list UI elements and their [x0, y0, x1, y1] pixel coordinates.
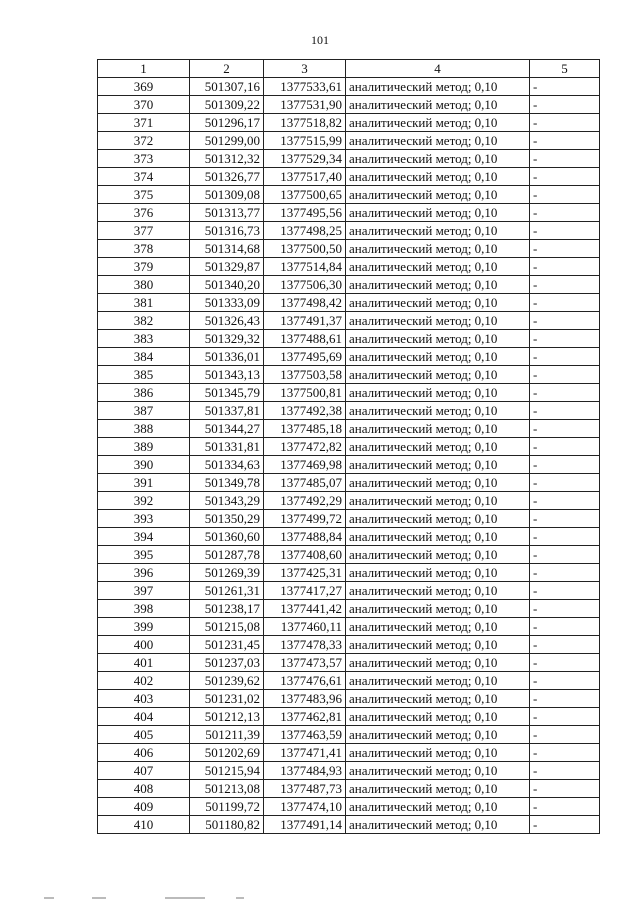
- table-cell-col-5: -: [530, 600, 600, 618]
- header-cell-3: 3: [264, 60, 346, 78]
- table-cell-col-1: 390: [98, 456, 190, 474]
- table-row: [98, 600, 600, 618]
- table-cell-col-2: 501343,13: [190, 366, 264, 384]
- table-cell-col-1: 395: [98, 546, 190, 564]
- table-row: [98, 492, 600, 510]
- table-cell-col-4: аналитический метод; 0,10: [346, 366, 530, 384]
- table-cell-col-3: 1377498,25: [264, 222, 346, 240]
- table-cell-col-5: -: [530, 528, 600, 546]
- table-cell-col-3: 1377518,82: [264, 114, 346, 132]
- table-cell-col-4: аналитический метод; 0,10: [346, 474, 530, 492]
- table-cell-col-2: 501299,00: [190, 132, 264, 150]
- table-cell-col-1: 370: [98, 96, 190, 114]
- table-cell-col-4: аналитический метод; 0,10: [346, 600, 530, 618]
- table-cell-col-3: 1377425,31: [264, 564, 346, 582]
- table-row: [98, 96, 600, 114]
- table-cell-col-1: 371: [98, 114, 190, 132]
- table-cell-col-1: 374: [98, 168, 190, 186]
- table-cell-col-5: -: [530, 366, 600, 384]
- table-cell-col-1: 396: [98, 564, 190, 582]
- table-cell-col-1: 407: [98, 762, 190, 780]
- header-cell-4: 4: [346, 60, 530, 78]
- table-cell-col-2: 501331,81: [190, 438, 264, 456]
- table-cell-col-2: 501344,27: [190, 420, 264, 438]
- table-cell-col-1: 388: [98, 420, 190, 438]
- scan-artifact: [165, 897, 205, 899]
- table-cell-col-5: -: [530, 330, 600, 348]
- table-row: [98, 780, 600, 798]
- table-cell-col-5: -: [530, 510, 600, 528]
- table-cell-col-4: аналитический метод; 0,10: [346, 132, 530, 150]
- table-cell-col-1: 406: [98, 744, 190, 762]
- table-cell-col-2: 501349,78: [190, 474, 264, 492]
- table-cell-col-2: 501211,39: [190, 726, 264, 744]
- table-cell-col-5: -: [530, 546, 600, 564]
- table-cell-col-4: аналитический метод; 0,10: [346, 492, 530, 510]
- table-cell-col-1: 375: [98, 186, 190, 204]
- table-cell-col-3: 1377515,99: [264, 132, 346, 150]
- table-row: [98, 618, 600, 636]
- table-cell-col-4: аналитический метод; 0,10: [346, 816, 530, 834]
- table-cell-col-3: 1377506,30: [264, 276, 346, 294]
- table-cell-col-4: аналитический метод; 0,10: [346, 564, 530, 582]
- table-cell-col-3: 1377529,34: [264, 150, 346, 168]
- table-cell-col-1: 377: [98, 222, 190, 240]
- table-cell-col-1: 385: [98, 366, 190, 384]
- table-cell-col-3: 1377491,37: [264, 312, 346, 330]
- table-cell-col-3: 1377500,81: [264, 384, 346, 402]
- table-cell-col-1: 380: [98, 276, 190, 294]
- table-cell-col-2: 501326,77: [190, 168, 264, 186]
- table-cell-col-3: 1377483,96: [264, 690, 346, 708]
- table-cell-col-2: 501212,13: [190, 708, 264, 726]
- table-cell-col-5: -: [530, 168, 600, 186]
- table-cell-col-2: 501287,78: [190, 546, 264, 564]
- table-cell-col-1: 405: [98, 726, 190, 744]
- table-cell-col-3: 1377517,40: [264, 168, 346, 186]
- table-row: [98, 312, 600, 330]
- table-cell-col-1: 383: [98, 330, 190, 348]
- table-cell-col-4: аналитический метод; 0,10: [346, 744, 530, 762]
- table-cell-col-5: -: [530, 204, 600, 222]
- table-cell-col-2: 501309,22: [190, 96, 264, 114]
- table-row: [98, 258, 600, 276]
- table-cell-col-4: аналитический метод; 0,10: [346, 582, 530, 600]
- table-cell-col-5: -: [530, 636, 600, 654]
- table-cell-col-4: аналитический метод; 0,10: [346, 78, 530, 96]
- table-cell-col-4: аналитический метод; 0,10: [346, 348, 530, 366]
- table-cell-col-4: аналитический метод; 0,10: [346, 528, 530, 546]
- table-cell-col-2: 501334,63: [190, 456, 264, 474]
- table-cell-col-1: 394: [98, 528, 190, 546]
- table-cell-col-3: 1377485,07: [264, 474, 346, 492]
- table-cell-col-5: -: [530, 438, 600, 456]
- table-row: [98, 186, 600, 204]
- table-cell-col-3: 1377488,84: [264, 528, 346, 546]
- table-row: [98, 78, 600, 96]
- page-number: 101: [311, 33, 329, 47]
- table-row: [98, 294, 600, 312]
- table-cell-col-5: -: [530, 150, 600, 168]
- table-cell-col-3: 1377408,60: [264, 546, 346, 564]
- table-cell-col-2: 501215,08: [190, 618, 264, 636]
- table-cell-col-3: 1377503,58: [264, 366, 346, 384]
- table-cell-col-1: 393: [98, 510, 190, 528]
- table-row: [98, 816, 600, 834]
- table-cell-col-5: -: [530, 780, 600, 798]
- table-row: [98, 222, 600, 240]
- table-cell-col-2: 501350,29: [190, 510, 264, 528]
- table-cell-col-2: 501231,02: [190, 690, 264, 708]
- table-row: [98, 132, 600, 150]
- table-cell-col-2: 501314,68: [190, 240, 264, 258]
- table-row: [98, 168, 600, 186]
- table-cell-col-3: 1377498,42: [264, 294, 346, 312]
- table-cell-col-5: -: [530, 798, 600, 816]
- table-cell-col-3: 1377488,61: [264, 330, 346, 348]
- table-cell-col-4: аналитический метод; 0,10: [346, 780, 530, 798]
- table-cell-col-2: 501261,31: [190, 582, 264, 600]
- table-row: [98, 762, 600, 780]
- table-cell-col-5: -: [530, 402, 600, 420]
- table-row: [98, 708, 600, 726]
- table-cell-col-2: 501343,29: [190, 492, 264, 510]
- table-cell-col-4: аналитический метод; 0,10: [346, 672, 530, 690]
- table-cell-col-3: 1377500,50: [264, 240, 346, 258]
- table-row: [98, 402, 600, 420]
- table-cell-col-1: 389: [98, 438, 190, 456]
- table-cell-col-1: 402: [98, 672, 190, 690]
- table-cell-col-3: 1377476,61: [264, 672, 346, 690]
- table-cell-col-5: -: [530, 96, 600, 114]
- table-cell-col-2: 501329,87: [190, 258, 264, 276]
- table-cell-col-2: 501239,62: [190, 672, 264, 690]
- table-cell-col-5: -: [530, 186, 600, 204]
- table-cell-col-3: 1377491,14: [264, 816, 346, 834]
- table-cell-col-1: 382: [98, 312, 190, 330]
- table-row: [98, 726, 600, 744]
- table-cell-col-2: 501180,82: [190, 816, 264, 834]
- table-header: [98, 60, 600, 78]
- table-cell-col-5: -: [530, 492, 600, 510]
- header-cell-1: 1: [98, 60, 190, 78]
- table-cell-col-1: 408: [98, 780, 190, 798]
- table-cell-col-5: -: [530, 240, 600, 258]
- table-cell-col-5: -: [530, 78, 600, 96]
- table-cell-col-1: 403: [98, 690, 190, 708]
- table-cell-col-2: 501309,08: [190, 186, 264, 204]
- table-row: [98, 474, 600, 492]
- table-cell-col-3: 1377499,72: [264, 510, 346, 528]
- table-row: [98, 528, 600, 546]
- table-cell-col-5: -: [530, 222, 600, 240]
- table-cell-col-1: 379: [98, 258, 190, 276]
- table-cell-col-3: 1377492,29: [264, 492, 346, 510]
- table-cell-col-5: -: [530, 312, 600, 330]
- header-cell-2: 2: [190, 60, 264, 78]
- table-cell-col-3: 1377473,57: [264, 654, 346, 672]
- table-row: [98, 204, 600, 222]
- table-cell-col-1: 401: [98, 654, 190, 672]
- table-row: [98, 546, 600, 564]
- table-cell-col-3: 1377492,38: [264, 402, 346, 420]
- table-cell-col-2: 501345,79: [190, 384, 264, 402]
- table-cell-col-5: -: [530, 744, 600, 762]
- table-body: [98, 78, 600, 834]
- table-cell-col-4: аналитический метод; 0,10: [346, 150, 530, 168]
- table-cell-col-3: 1377472,82: [264, 438, 346, 456]
- table-cell-col-1: 410: [98, 816, 190, 834]
- table-cell-col-3: 1377484,93: [264, 762, 346, 780]
- table-cell-col-3: 1377531,90: [264, 96, 346, 114]
- table-row: [98, 276, 600, 294]
- table-cell-col-5: -: [530, 618, 600, 636]
- table-cell-col-5: -: [530, 456, 600, 474]
- table-cell-col-3: 1377462,81: [264, 708, 346, 726]
- table-cell-col-4: аналитический метод; 0,10: [346, 654, 530, 672]
- scan-artifact: [236, 897, 244, 899]
- table-cell-col-5: -: [530, 258, 600, 276]
- table-row: [98, 384, 600, 402]
- table-row: [98, 798, 600, 816]
- table-cell-col-4: аналитический метод; 0,10: [346, 690, 530, 708]
- table-cell-col-3: 1377460,11: [264, 618, 346, 636]
- table-cell-col-3: 1377495,69: [264, 348, 346, 366]
- table-cell-col-4: аналитический метод; 0,10: [346, 240, 530, 258]
- table-cell-col-4: аналитический метод; 0,10: [346, 114, 530, 132]
- table-row: [98, 582, 600, 600]
- table-cell-col-4: аналитический метод; 0,10: [346, 312, 530, 330]
- table-cell-col-2: 501360,60: [190, 528, 264, 546]
- table-cell-col-1: 373: [98, 150, 190, 168]
- table-cell-col-4: аналитический метод; 0,10: [346, 546, 530, 564]
- table-cell-col-4: аналитический метод; 0,10: [346, 798, 530, 816]
- table-cell-col-4: аналитический метод; 0,10: [346, 384, 530, 402]
- table-cell-col-5: -: [530, 708, 600, 726]
- table-cell-col-1: 381: [98, 294, 190, 312]
- table-cell-col-2: 501296,17: [190, 114, 264, 132]
- scan-artifact: [92, 897, 106, 899]
- table-cell-col-4: аналитический метод; 0,10: [346, 276, 530, 294]
- header-row: [98, 60, 600, 78]
- table-cell-col-4: аналитический метод; 0,10: [346, 294, 530, 312]
- table-cell-col-2: 501215,94: [190, 762, 264, 780]
- table-cell-col-5: -: [530, 690, 600, 708]
- table-row: [98, 330, 600, 348]
- table-cell-col-4: аналитический метод; 0,10: [346, 438, 530, 456]
- table-cell-col-1: 369: [98, 78, 190, 96]
- table-cell-col-5: -: [530, 348, 600, 366]
- table-cell-col-4: аналитический метод; 0,10: [346, 186, 530, 204]
- table-cell-col-4: аналитический метод; 0,10: [346, 96, 530, 114]
- table-row: [98, 744, 600, 762]
- table-cell-col-3: 1377474,10: [264, 798, 346, 816]
- table-cell-col-2: 501213,08: [190, 780, 264, 798]
- table-cell-col-1: 409: [98, 798, 190, 816]
- table-cell-col-2: 501336,01: [190, 348, 264, 366]
- header-cell-5: 5: [530, 60, 600, 78]
- table-cell-col-3: 1377478,33: [264, 636, 346, 654]
- table-cell-col-5: -: [530, 384, 600, 402]
- table-cell-col-2: 501316,73: [190, 222, 264, 240]
- table-cell-col-3: 1377500,65: [264, 186, 346, 204]
- table-cell-col-4: аналитический метод; 0,10: [346, 420, 530, 438]
- table-cell-col-2: 501312,32: [190, 150, 264, 168]
- table-cell-col-2: 501326,43: [190, 312, 264, 330]
- table-cell-col-4: аналитический метод; 0,10: [346, 762, 530, 780]
- table-cell-col-3: 1377485,18: [264, 420, 346, 438]
- table-cell-col-2: 501231,45: [190, 636, 264, 654]
- table-row: [98, 366, 600, 384]
- table-cell-col-4: аналитический метод; 0,10: [346, 708, 530, 726]
- table-cell-col-5: -: [530, 726, 600, 744]
- table-cell-col-4: аналитический метод; 0,10: [346, 222, 530, 240]
- table-cell-col-3: 1377417,27: [264, 582, 346, 600]
- table-cell-col-4: аналитический метод; 0,10: [346, 618, 530, 636]
- table-cell-col-3: 1377441,42: [264, 600, 346, 618]
- table-cell-col-3: 1377469,98: [264, 456, 346, 474]
- table-cell-col-5: -: [530, 474, 600, 492]
- table-cell-col-5: -: [530, 564, 600, 582]
- table-cell-col-5: -: [530, 654, 600, 672]
- table-cell-col-1: 384: [98, 348, 190, 366]
- table-row: [98, 114, 600, 132]
- table-cell-col-2: 501329,32: [190, 330, 264, 348]
- table-row: [98, 564, 600, 582]
- table-row: [98, 438, 600, 456]
- table-cell-col-2: 501340,20: [190, 276, 264, 294]
- table-cell-col-5: -: [530, 132, 600, 150]
- table-cell-col-3: 1377463,59: [264, 726, 346, 744]
- table-row: [98, 510, 600, 528]
- table-cell-col-2: 501238,17: [190, 600, 264, 618]
- table-cell-col-1: 404: [98, 708, 190, 726]
- table-cell-col-4: аналитический метод; 0,10: [346, 168, 530, 186]
- table-cell-col-3: 1377471,41: [264, 744, 346, 762]
- table-row: [98, 348, 600, 366]
- table-cell-col-2: 501237,03: [190, 654, 264, 672]
- table-cell-col-5: -: [530, 672, 600, 690]
- table-row: [98, 654, 600, 672]
- table-cell-col-2: 501269,39: [190, 564, 264, 582]
- table-cell-col-3: 1377533,61: [264, 78, 346, 96]
- table-cell-col-5: -: [530, 762, 600, 780]
- table-cell-col-4: аналитический метод; 0,10: [346, 204, 530, 222]
- table-cell-col-5: -: [530, 114, 600, 132]
- table-row: [98, 240, 600, 258]
- table-cell-col-1: 376: [98, 204, 190, 222]
- table-cell-col-2: 501307,16: [190, 78, 264, 96]
- table-cell-col-5: -: [530, 294, 600, 312]
- table-cell-col-5: -: [530, 582, 600, 600]
- table-cell-col-4: аналитический метод; 0,10: [346, 726, 530, 744]
- table-cell-col-4: аналитический метод; 0,10: [346, 510, 530, 528]
- table-cell-col-2: 501333,09: [190, 294, 264, 312]
- table-cell-col-4: аналитический метод; 0,10: [346, 402, 530, 420]
- table-cell-col-1: 400: [98, 636, 190, 654]
- table-cell-col-4: аналитический метод; 0,10: [346, 258, 530, 276]
- table-cell-col-5: -: [530, 420, 600, 438]
- table-cell-col-2: 501313,77: [190, 204, 264, 222]
- table-cell-col-3: 1377514,84: [264, 258, 346, 276]
- table-cell-col-1: 378: [98, 240, 190, 258]
- scan-artifact: [44, 897, 54, 899]
- table-cell-col-3: 1377487,73: [264, 780, 346, 798]
- table-row: [98, 636, 600, 654]
- table-row: [98, 672, 600, 690]
- table-cell-col-1: 392: [98, 492, 190, 510]
- table-cell-col-3: 1377495,56: [264, 204, 346, 222]
- coordinates-table: [97, 59, 600, 834]
- table-row: [98, 456, 600, 474]
- table-cell-col-4: аналитический метод; 0,10: [346, 636, 530, 654]
- table-cell-col-1: 372: [98, 132, 190, 150]
- table-cell-col-1: 386: [98, 384, 190, 402]
- table-cell-col-2: 501337,81: [190, 402, 264, 420]
- table-cell-col-5: -: [530, 816, 600, 834]
- table-row: [98, 690, 600, 708]
- table-row: [98, 150, 600, 168]
- table-cell-col-4: аналитический метод; 0,10: [346, 456, 530, 474]
- table-cell-col-1: 399: [98, 618, 190, 636]
- table-cell-col-5: -: [530, 276, 600, 294]
- table-cell-col-2: 501199,72: [190, 798, 264, 816]
- table-cell-col-2: 501202,69: [190, 744, 264, 762]
- table-cell-col-4: аналитический метод; 0,10: [346, 330, 530, 348]
- table-row: [98, 420, 600, 438]
- table-cell-col-1: 397: [98, 582, 190, 600]
- table-cell-col-1: 398: [98, 600, 190, 618]
- table-cell-col-1: 391: [98, 474, 190, 492]
- table-cell-col-1: 387: [98, 402, 190, 420]
